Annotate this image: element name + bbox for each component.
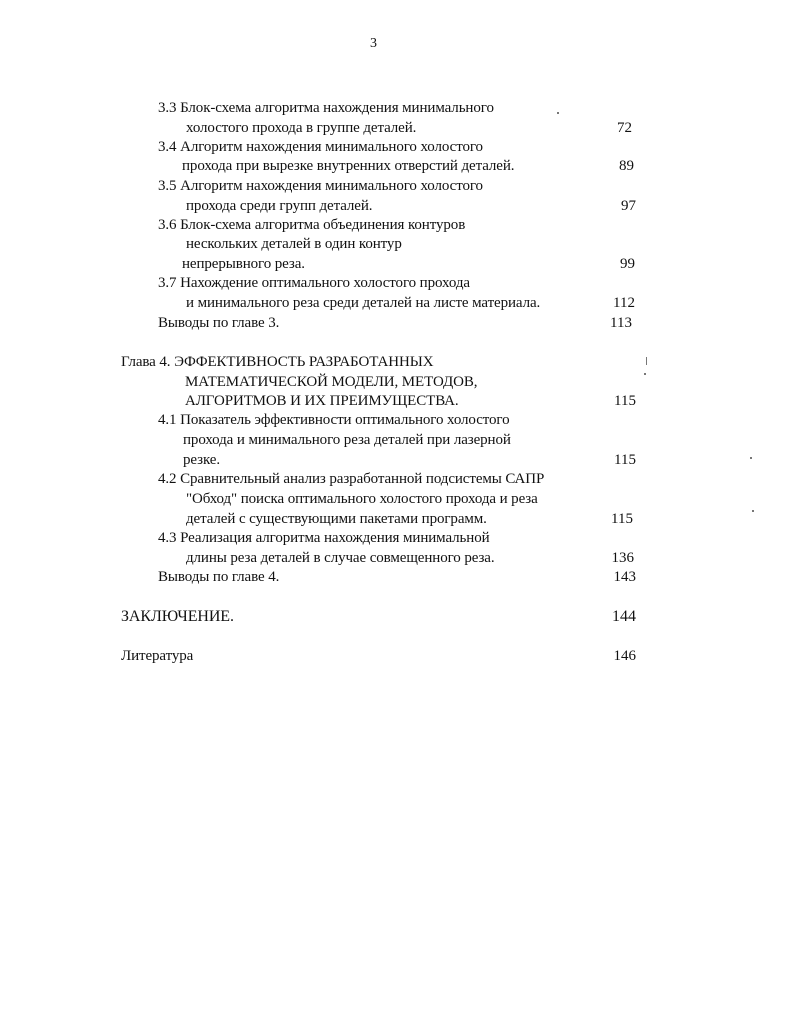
toc-entry-4-2-line-3: деталей с существующими пакетами программ. bbox=[186, 511, 487, 527]
toc-entry-3-6-page: 99 bbox=[620, 256, 635, 272]
toc-chapter-4-page: 115 bbox=[614, 393, 636, 409]
toc-entry-conclusions-3-page: 113 bbox=[610, 315, 632, 331]
toc-references: Литература bbox=[121, 648, 194, 664]
toc-entry-3-5-line-1: 3.5 Алгоритм нахождения минимального холостого bbox=[158, 178, 483, 194]
toc-entry-3-5-line-2: прохода среди групп деталей. bbox=[186, 198, 373, 214]
toc-entry-3-3-line-1: 3.3 Блок-схема алгоритма нахождения минимального bbox=[158, 100, 494, 116]
toc-entry-4-2-line-2: "Обход" поиска оптимального холостого прохода и реза bbox=[186, 491, 538, 507]
toc-entry-3-7-line-1: 3.7 Нахождение оптимального холостого прохода bbox=[158, 275, 470, 291]
toc-entry-3-6-line-3: непрерывного реза. bbox=[182, 256, 305, 272]
toc-entry-4-2-line-1: 4.2 Сравнительный анализ разработанной подсистемы САПР bbox=[158, 471, 545, 487]
toc-entry-3-7-line-2: и минимального реза среди деталей на листе материала. bbox=[186, 295, 541, 311]
toc-entry-4-1-line-3: резке. bbox=[183, 452, 220, 468]
toc-entry-4-2-page: 115 bbox=[611, 511, 633, 527]
toc-entry-3-4-page: 89 bbox=[619, 158, 634, 174]
toc-references-page: 146 bbox=[613, 648, 636, 664]
toc-entry-4-1-line-1: 4.1 Показатель эффективности оптимального холостого bbox=[158, 412, 510, 428]
toc-chapter-4-line-3: АЛГОРИТМОВ И ИХ ПРЕИМУЩЕСТВА. bbox=[185, 393, 459, 409]
toc-entry-3-3-page: 72 bbox=[617, 120, 632, 136]
toc-conclusion-page: 144 bbox=[612, 608, 636, 625]
scan-speck bbox=[750, 457, 752, 459]
toc-entry-4-1-page: 115 bbox=[614, 452, 636, 468]
toc-entry-conclusions-4: Выводы по главе 4. bbox=[158, 569, 280, 585]
toc-entry-conclusions-3: Выводы по главе 3. bbox=[158, 315, 280, 331]
toc-chapter-4-line-1: Глава 4. ЭФФЕКТИВНОСТЬ РАЗРАБОТАННЫХ bbox=[121, 354, 434, 370]
toc-entry-3-4-line-1: 3.4 Алгоритм нахождения минимального холостого bbox=[158, 139, 483, 155]
toc-chapter-4-line-2: МАТЕМАТИЧЕСКОЙ МОДЕЛИ, МЕТОДОВ, bbox=[185, 374, 478, 390]
toc-entry-conclusions-4-page: 143 bbox=[613, 569, 636, 585]
toc-entry-3-4-line-2: прохода при вырезке внутренних отверстий деталей. bbox=[182, 158, 515, 174]
toc-entry-3-3-line-2: холостого прохода в группе деталей. bbox=[186, 120, 417, 136]
toc-entry-3-5-page: 97 bbox=[621, 198, 636, 214]
page-number: 3 bbox=[370, 36, 377, 51]
toc-entry-3-7-page: 112 bbox=[613, 295, 635, 311]
toc-entry-3-6-line-1: 3.6 Блок-схема алгоритма объединения контуров bbox=[158, 217, 466, 233]
toc-entry-4-1-line-2: прохода и минимального реза деталей при лазерной bbox=[183, 432, 511, 448]
scan-speck bbox=[644, 373, 646, 375]
toc-entry-4-3-page: 136 bbox=[611, 550, 634, 566]
toc-entry-4-3-line-2: длины реза деталей в случае совмещенного реза. bbox=[186, 550, 495, 566]
scan-speck bbox=[557, 112, 559, 114]
toc-entry-3-6-line-2: нескольких деталей в один контур bbox=[186, 236, 402, 252]
scan-speck bbox=[646, 357, 647, 365]
scan-speck bbox=[752, 510, 754, 512]
toc-conclusion: ЗАКЛЮЧЕНИЕ. bbox=[121, 608, 234, 625]
toc-entry-4-3-line-1: 4.3 Реализация алгоритма нахождения минимальной bbox=[158, 530, 490, 546]
